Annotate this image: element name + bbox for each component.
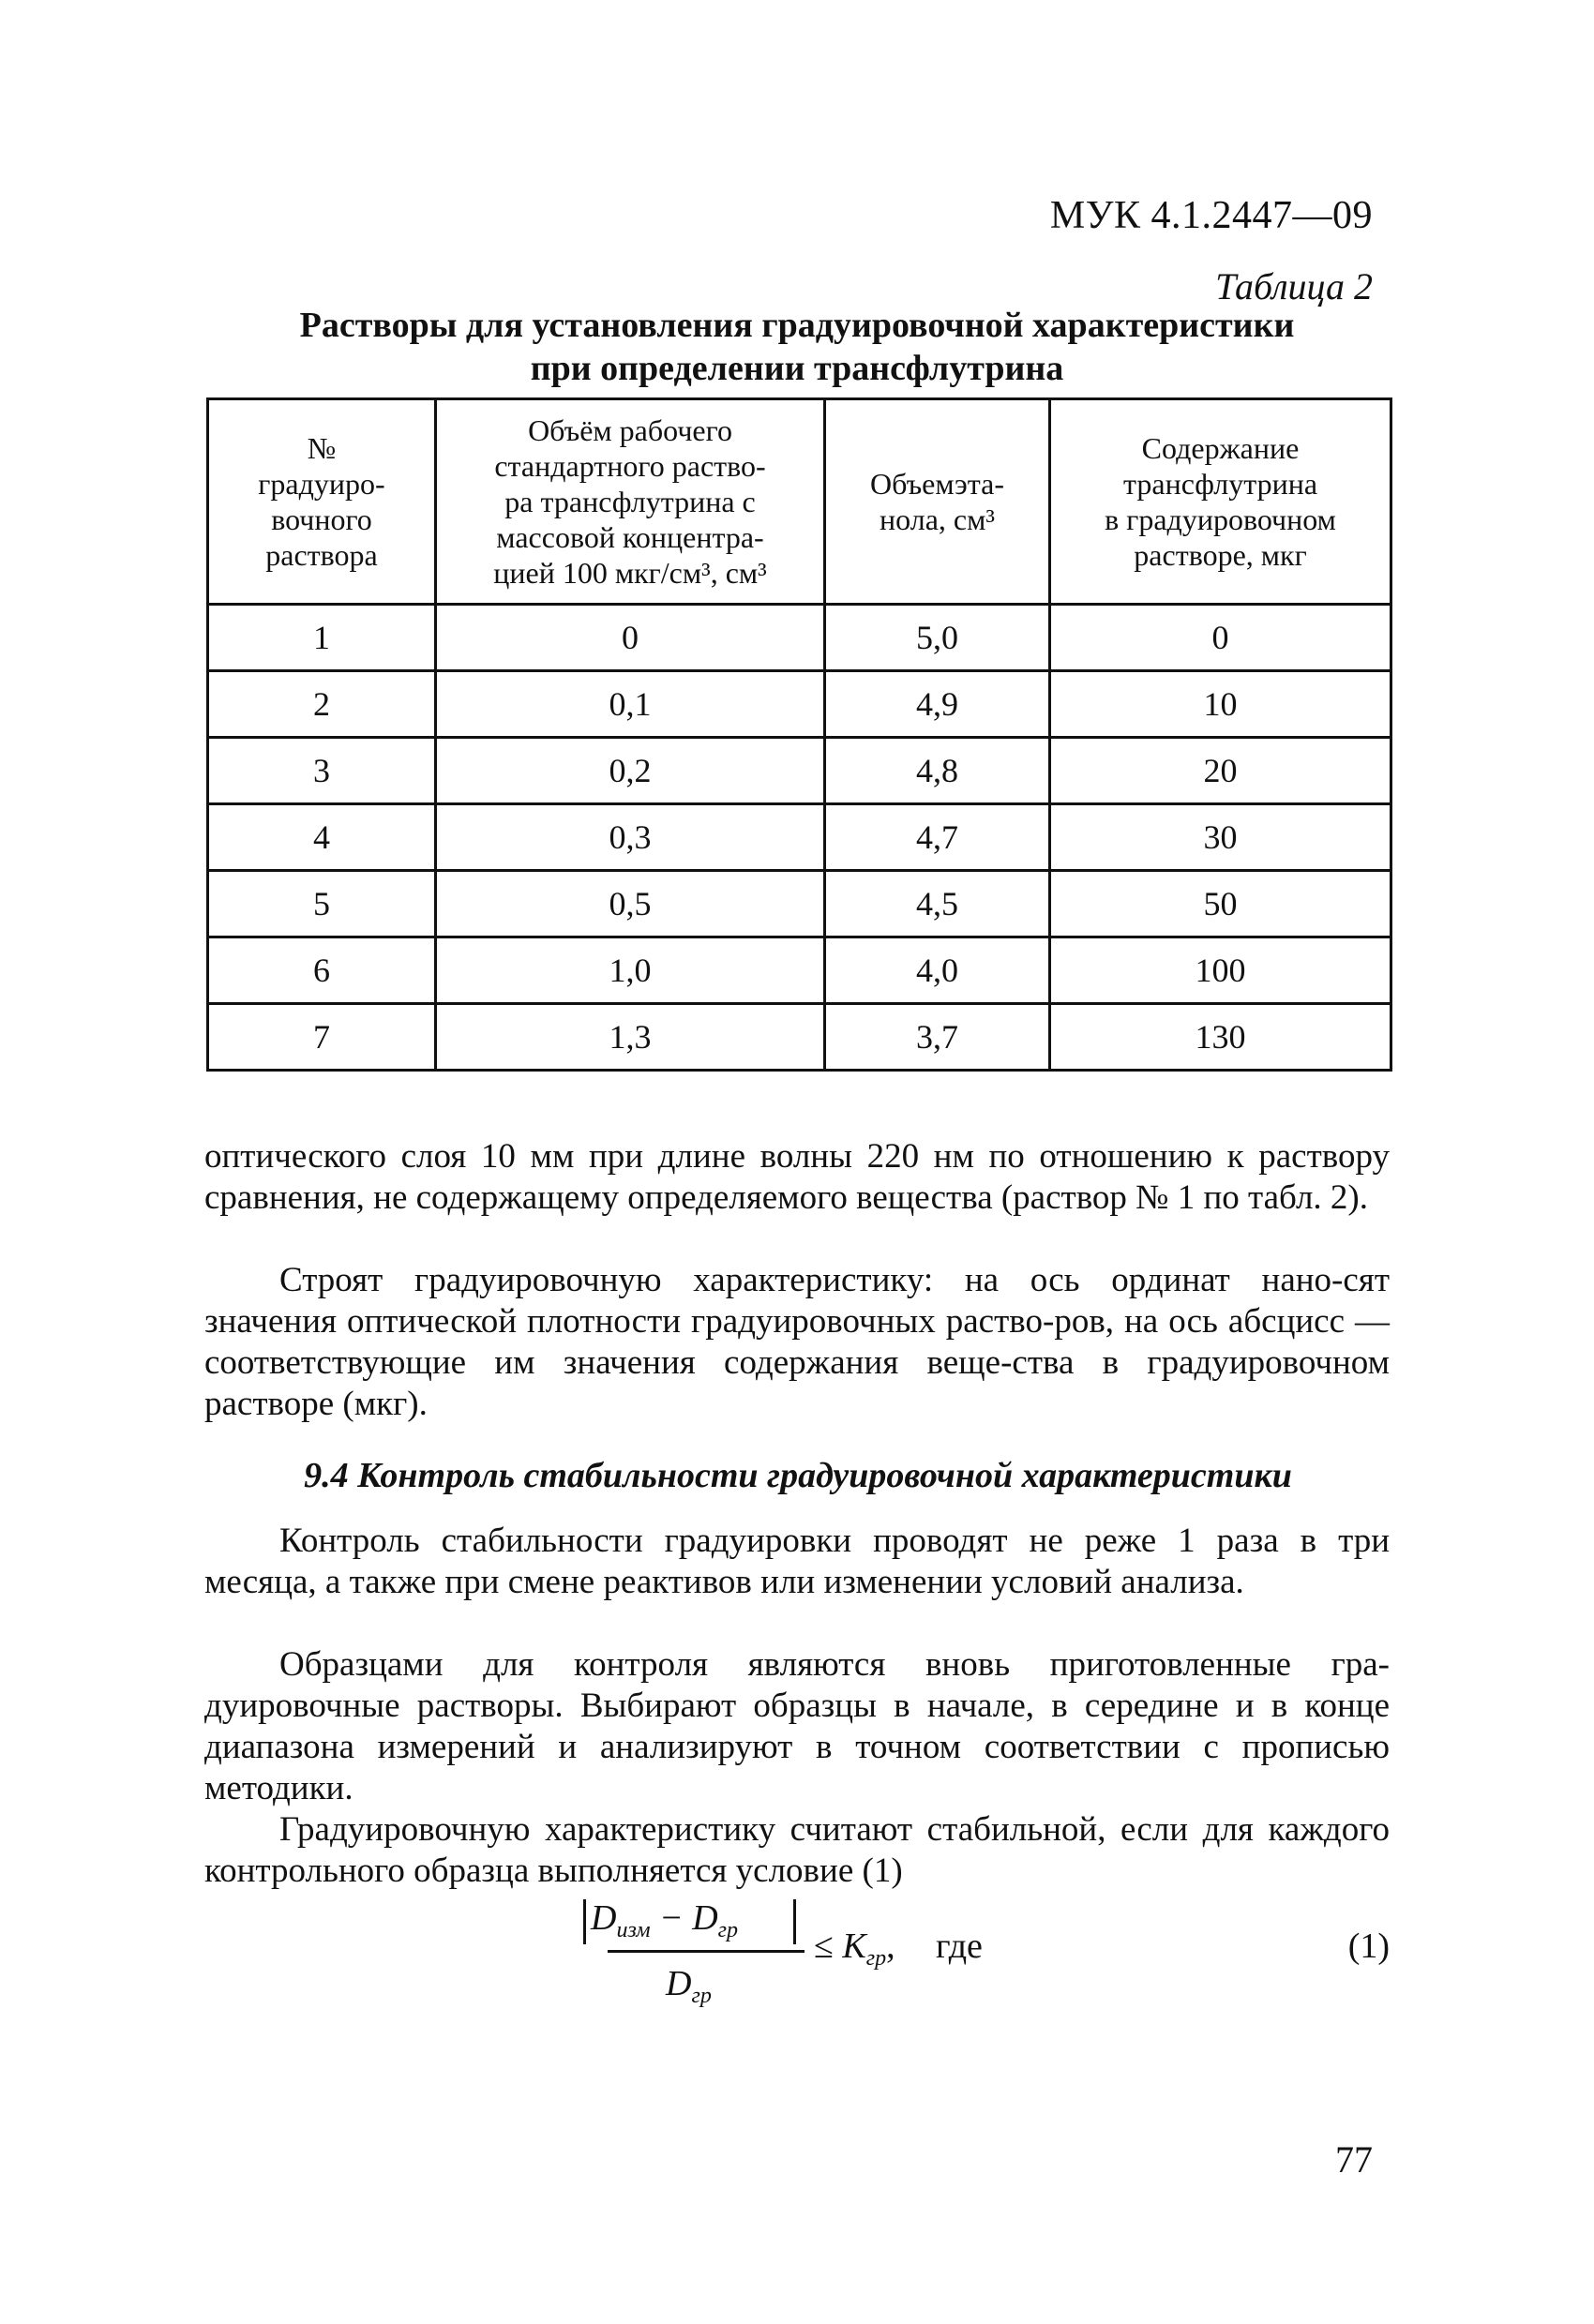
table-row bbox=[208, 1004, 1391, 1071]
section-title: 9.4 Контроль стабильности градуировочной характеристики bbox=[304, 1456, 1292, 1495]
abs-bar-right bbox=[793, 1899, 796, 1944]
paragraph-optical-layer: оптического слоя 10 мм при длине волны 220 нм по отношению к раствору сравнения, не содержащему определяемого вещества (раствор № 1 по табл. 2). bbox=[204, 1137, 1390, 1217]
fraction-line bbox=[608, 1950, 805, 1953]
cell-solution-number: 5 bbox=[208, 871, 436, 937]
cell-solution-number: 1 bbox=[208, 605, 436, 671]
table-label: Таблица 2 bbox=[1215, 265, 1373, 307]
cell-ethanol-volume: 4,8 bbox=[825, 738, 1050, 804]
table-row bbox=[208, 937, 1391, 1004]
cell-working-volume: 0,1 bbox=[436, 671, 825, 738]
cell-working-volume: 1,3 bbox=[436, 1004, 825, 1071]
paragraph-stability-control: Контроль стабильности градуировки проводят не реже 1 раза в три месяца, а также при смене реактивов или изменении условий анализа. bbox=[204, 1522, 1390, 1601]
calibration-table bbox=[206, 397, 1392, 1072]
table-row bbox=[208, 605, 1391, 671]
cell-content: 20 bbox=[1050, 738, 1391, 804]
stability-formula bbox=[579, 1897, 1390, 2019]
cell-working-volume: 1,0 bbox=[436, 937, 825, 1004]
cell-ethanol-volume: 4,5 bbox=[825, 871, 1050, 937]
cell-working-volume: 0,5 bbox=[436, 871, 825, 937]
cell-ethanol-volume: 4,7 bbox=[825, 804, 1050, 871]
abs-bar-left bbox=[583, 1899, 586, 1944]
formula-denominator: $D_{гр}$ bbox=[666, 1964, 712, 2008]
cell-working-volume: 0,3 bbox=[436, 804, 825, 871]
cell-solution-number: 4 bbox=[208, 804, 436, 871]
document-code: МУК 4.1.2447—09 bbox=[1049, 194, 1373, 237]
cell-content: 100 bbox=[1050, 937, 1391, 1004]
table-title bbox=[216, 304, 1378, 390]
cell-ethanol-volume: 4,0 bbox=[825, 937, 1050, 1004]
equation-number: (1) bbox=[1347, 1927, 1390, 1966]
table-title-line: Растворы для установления градуировочной характеристики bbox=[299, 306, 1295, 345]
cell-content: 50 bbox=[1050, 871, 1391, 937]
paragraph-calibration-build: Строят градуировочную характеристику: на ось ординат нано-сят значения оптической плотности градуировочных раство-ров, на ось абсцисс — соответствующие им значения содержания веще-ства в градуировочном растворе (мкг). bbox=[204, 1261, 1390, 1423]
page-number: 77 bbox=[1335, 2138, 1373, 2181]
cell-solution-number: 7 bbox=[208, 1004, 436, 1071]
formula-where: где bbox=[936, 1927, 983, 1966]
table-header-row bbox=[208, 399, 1391, 605]
cell-working-volume: 0 bbox=[436, 605, 825, 671]
table-title-line: при определении трансфлутрина bbox=[530, 349, 1064, 388]
cell-ethanol-volume: 5,0 bbox=[825, 605, 1050, 671]
cell-ethanol-volume: 4,9 bbox=[825, 671, 1050, 738]
paragraph-stability-condition: Градуировочную характеристику считают стабильной, если для каждого контрольного образца выполняется условие (1) bbox=[204, 1810, 1390, 1890]
header-working-solution-volume: Объём рабочего стандартного раство- ра трансфлутрина с массовой концентра- цией 100 мкг/см³, см³ bbox=[436, 399, 825, 605]
cell-ethanol-volume: 3,7 bbox=[825, 1004, 1050, 1071]
cell-content: 10 bbox=[1050, 671, 1391, 738]
header-ethanol-volume: Объемэта- нола, см³ bbox=[825, 399, 1050, 605]
cell-solution-number: 2 bbox=[208, 671, 436, 738]
cell-content: 130 bbox=[1050, 1004, 1391, 1071]
cell-content: 0 bbox=[1050, 605, 1391, 671]
table-row bbox=[208, 871, 1391, 937]
formula-numerator: $D_{изм} - D_{гр}$ bbox=[591, 1898, 739, 1942]
table-row bbox=[208, 804, 1391, 871]
cell-content: 30 bbox=[1050, 804, 1391, 871]
paragraph-control-samples: Образцами для контроля являются вновь приготовленные гра-дуировочные растворы. Выбирают образцы в начале, в середине и в конце диапазона измерений и анализируют в точном соответствии с прописью методики. bbox=[204, 1645, 1390, 1807]
cell-solution-number: 6 bbox=[208, 937, 436, 1004]
cell-solution-number: 3 bbox=[208, 738, 436, 804]
header-solution-number: № градуиро- вочного раствора bbox=[208, 399, 436, 605]
formula-relation: ≤ $K_{гр}$, bbox=[814, 1927, 895, 1971]
header-transfluthrin-content: Содержание трансфлутрина в градуировочном растворе, мкг bbox=[1050, 399, 1391, 605]
table-row bbox=[208, 738, 1391, 804]
cell-working-volume: 0,2 bbox=[436, 738, 825, 804]
table-row bbox=[208, 671, 1391, 738]
